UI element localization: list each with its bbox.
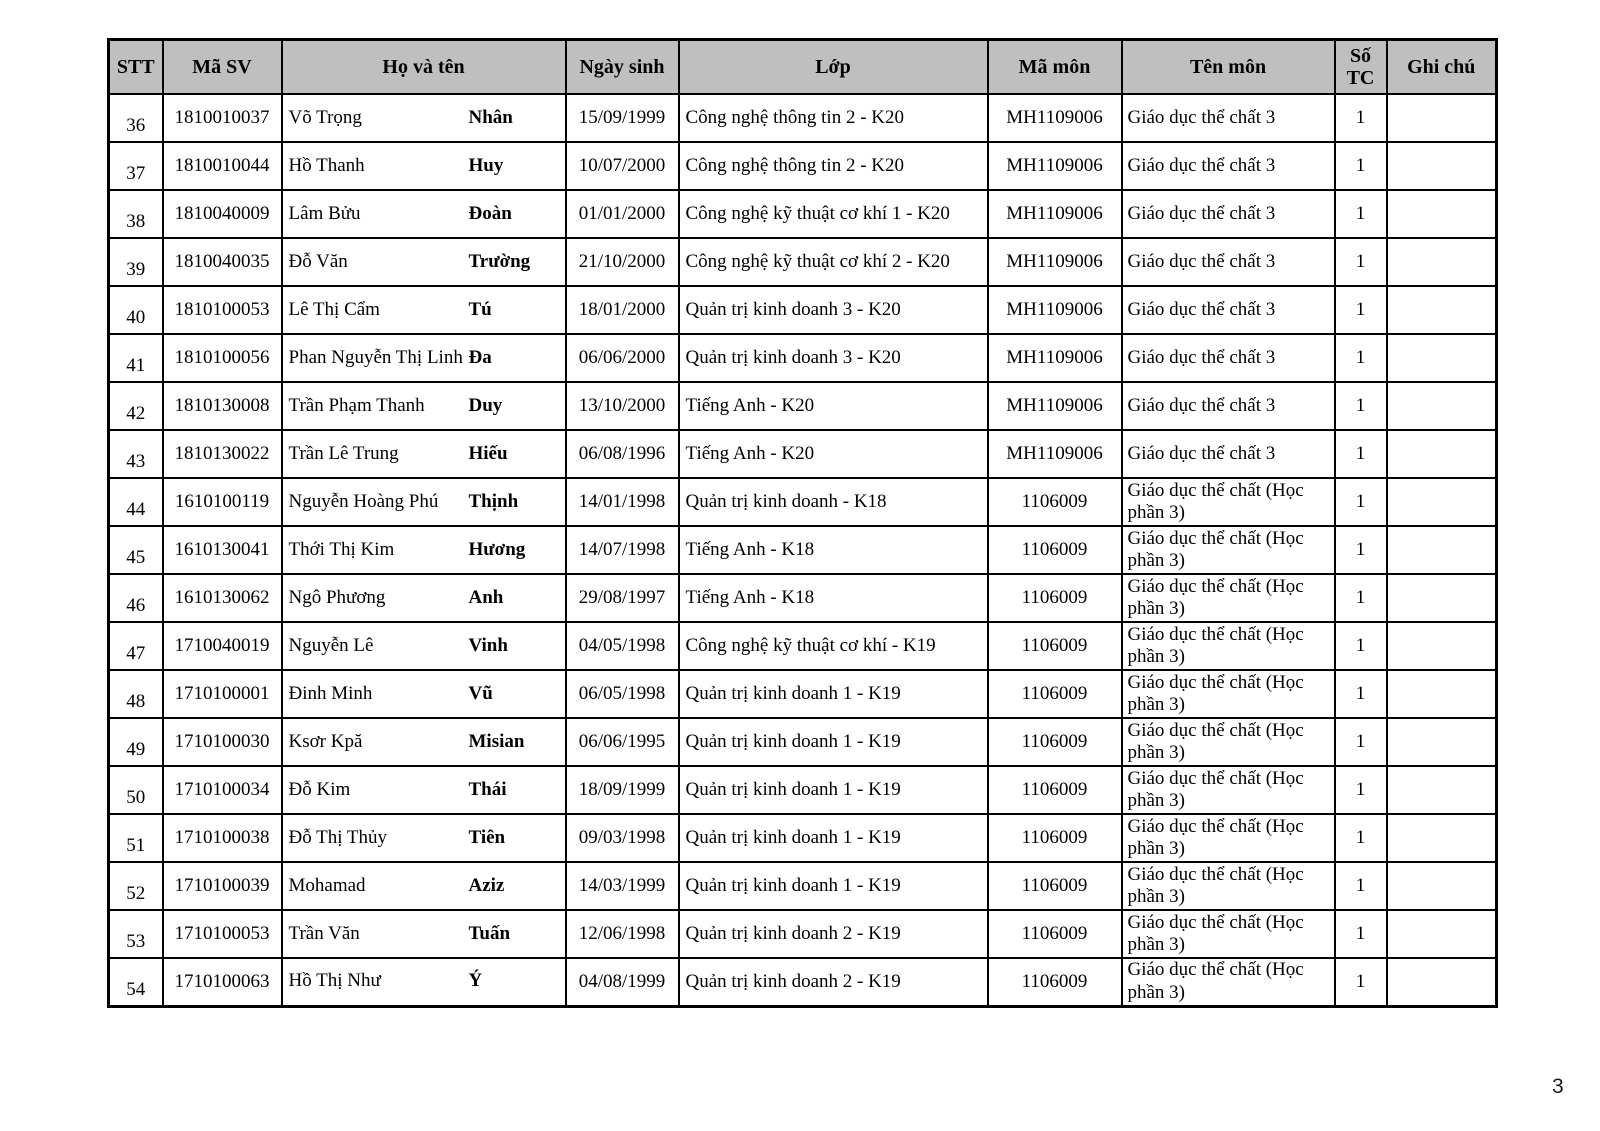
ma-mon-cell: 1106009 — [988, 814, 1122, 862]
ten-text: Hiếu — [468, 442, 508, 464]
ten-mon-cell: Giáo dục thể chất (Học phần 3) — [1122, 958, 1335, 1006]
stt-cell: 48 — [109, 670, 163, 718]
ho-va-ten-cell — [282, 958, 566, 1006]
name-wrap — [289, 924, 563, 945]
ghi-chu-cell — [1387, 814, 1497, 862]
stt-cell: 45 — [109, 526, 163, 574]
ma-mon-cell: MH1109006 — [988, 94, 1122, 142]
name-wrap — [289, 636, 563, 657]
stt-cell: 42 — [109, 382, 163, 430]
ngay-sinh-cell: 21/10/2000 — [566, 238, 679, 286]
student-table — [107, 38, 1498, 1008]
ten-text: Misian — [468, 730, 525, 752]
ngay-sinh-cell: 06/06/1995 — [566, 718, 679, 766]
student-table-body — [109, 94, 1497, 1006]
name-wrap — [289, 971, 563, 992]
ho-va-ten-cell — [282, 334, 566, 382]
ma-sv-cell: 1810100053 — [163, 286, 282, 334]
ten-mon-cell: Giáo dục thể chất (Học phần 3) — [1122, 910, 1335, 958]
stt-cell: 36 — [109, 94, 163, 142]
so-tc-cell: 1 — [1335, 190, 1387, 238]
ho-dem-text: Đỗ Kim — [288, 778, 351, 800]
table-row — [109, 910, 1497, 958]
header-so-tc: Số TC — [1335, 40, 1387, 95]
ngay-sinh-cell: 04/08/1999 — [566, 958, 679, 1006]
ten-text: Vũ — [468, 682, 493, 704]
so-tc-cell: 1 — [1335, 814, 1387, 862]
so-tc-cell: 1 — [1335, 766, 1387, 814]
so-tc-cell: 1 — [1335, 910, 1387, 958]
ho-va-ten-cell — [282, 910, 566, 958]
ho-dem-text: Hồ Thị Như — [288, 970, 381, 992]
so-tc-cell: 1 — [1335, 334, 1387, 382]
ma-mon-cell: 1106009 — [988, 670, 1122, 718]
ten-mon-cell: Giáo dục thể chất (Học phần 3) — [1122, 526, 1335, 574]
stt-cell: 46 — [109, 574, 163, 622]
ghi-chu-cell — [1387, 958, 1497, 1006]
lop-cell: Quản trị kinh doanh 1 - K19 — [679, 814, 988, 862]
ten-text: Ý — [468, 970, 483, 992]
so-tc-cell: 1 — [1335, 142, 1387, 190]
ten-mon-cell: Giáo dục thể chất 3 — [1122, 142, 1335, 190]
name-wrap — [289, 588, 563, 609]
table-row — [109, 814, 1497, 862]
stt-cell: 50 — [109, 766, 163, 814]
ngay-sinh-cell: 10/07/2000 — [566, 142, 679, 190]
table-row — [109, 766, 1497, 814]
ma-sv-cell: 1810010044 — [163, 142, 282, 190]
stt-cell: 39 — [109, 238, 163, 286]
ma-mon-cell: 1106009 — [988, 958, 1122, 1006]
so-tc-cell: 1 — [1335, 286, 1387, 334]
ho-dem-text: Đỗ Văn — [288, 250, 348, 272]
ho-dem-text: Võ Trọng — [288, 106, 362, 128]
ma-mon-cell: 1106009 — [988, 862, 1122, 910]
ho-va-ten-cell — [282, 670, 566, 718]
ho-va-ten-cell — [282, 862, 566, 910]
ma-sv-cell: 1710100063 — [163, 958, 282, 1006]
ten-text: Huy — [468, 154, 504, 176]
name-wrap — [289, 396, 563, 417]
ho-va-ten-cell — [282, 622, 566, 670]
ten-text: Aziz — [468, 874, 505, 896]
ten-mon-cell: Giáo dục thể chất (Học phần 3) — [1122, 622, 1335, 670]
ngay-sinh-cell: 06/06/2000 — [566, 334, 679, 382]
ngay-sinh-cell: 06/05/1998 — [566, 670, 679, 718]
ten-mon-cell: Giáo dục thể chất (Học phần 3) — [1122, 670, 1335, 718]
lop-cell: Quản trị kinh doanh 1 - K19 — [679, 670, 988, 718]
header-ma-mon: Mã môn — [988, 40, 1122, 95]
name-wrap — [289, 348, 563, 369]
ho-va-ten-cell — [282, 286, 566, 334]
so-tc-cell: 1 — [1335, 430, 1387, 478]
so-tc-cell: 1 — [1335, 622, 1387, 670]
header-ghi-chu: Ghi chú — [1387, 40, 1497, 95]
ma-sv-cell: 1710040019 — [163, 622, 282, 670]
table-row — [109, 718, 1497, 766]
lop-cell: Công nghệ kỹ thuật cơ khí 2 - K20 — [679, 238, 988, 286]
so-tc-cell: 1 — [1335, 574, 1387, 622]
ma-sv-cell: 1710100039 — [163, 862, 282, 910]
table-row — [109, 862, 1497, 910]
ten-mon-cell: Giáo dục thể chất 3 — [1122, 190, 1335, 238]
name-wrap — [289, 108, 563, 129]
table-row — [109, 430, 1497, 478]
ghi-chu-cell — [1387, 238, 1497, 286]
header-stt: STT — [109, 40, 163, 95]
ngay-sinh-cell: 14/01/1998 — [566, 478, 679, 526]
ma-sv-cell: 1810100056 — [163, 334, 282, 382]
lop-cell: Tiếng Anh - K18 — [679, 526, 988, 574]
ho-va-ten-cell — [282, 574, 566, 622]
so-tc-cell: 1 — [1335, 94, 1387, 142]
stt-cell: 52 — [109, 862, 163, 910]
header-lop: Lớp — [679, 40, 988, 95]
name-wrap — [289, 444, 563, 465]
ngay-sinh-cell: 18/09/1999 — [566, 766, 679, 814]
lop-cell: Quản trị kinh doanh 1 - K19 — [679, 862, 988, 910]
ghi-chu-cell — [1387, 94, 1497, 142]
ten-mon-cell: Giáo dục thể chất (Học phần 3) — [1122, 478, 1335, 526]
ten-text: Hương — [468, 538, 526, 560]
so-tc-cell: 1 — [1335, 526, 1387, 574]
stt-cell: 41 — [109, 334, 163, 382]
table-row — [109, 142, 1497, 190]
ghi-chu-cell — [1387, 718, 1497, 766]
so-tc-cell: 1 — [1335, 670, 1387, 718]
so-tc-cell: 1 — [1335, 958, 1387, 1006]
ma-sv-cell: 1710100034 — [163, 766, 282, 814]
ma-mon-cell: 1106009 — [988, 766, 1122, 814]
ten-mon-cell: Giáo dục thể chất (Học phần 3) — [1122, 574, 1335, 622]
ho-dem-text: Ksơr Kpă — [288, 730, 363, 752]
name-wrap — [289, 732, 563, 753]
name-wrap — [289, 204, 563, 225]
ten-mon-cell: Giáo dục thể chất 3 — [1122, 334, 1335, 382]
table-row — [109, 238, 1497, 286]
ho-va-ten-cell — [282, 430, 566, 478]
ma-sv-cell: 1710100001 — [163, 670, 282, 718]
ma-sv-cell: 1710100038 — [163, 814, 282, 862]
ghi-chu-cell — [1387, 190, 1497, 238]
stt-cell: 51 — [109, 814, 163, 862]
ho-dem-text: Hồ Thanh — [288, 154, 365, 176]
so-tc-cell: 1 — [1335, 238, 1387, 286]
ho-dem-text: Trần Văn — [288, 922, 360, 944]
ma-mon-cell: 1106009 — [988, 910, 1122, 958]
ma-mon-cell: MH1109006 — [988, 238, 1122, 286]
ghi-chu-cell — [1387, 910, 1497, 958]
ma-sv-cell: 1610100119 — [163, 478, 282, 526]
ma-mon-cell: MH1109006 — [988, 430, 1122, 478]
table-row — [109, 190, 1497, 238]
ho-dem-text: Trần Phạm Thanh — [288, 394, 425, 416]
so-tc-cell: 1 — [1335, 718, 1387, 766]
lop-cell: Tiếng Anh - K20 — [679, 382, 988, 430]
ho-va-ten-cell — [282, 94, 566, 142]
ghi-chu-cell — [1387, 862, 1497, 910]
page-number: 3 — [1552, 1075, 1564, 1098]
ho-dem-text: Lâm Bửu — [288, 202, 361, 224]
ma-mon-cell: 1106009 — [988, 574, 1122, 622]
ngay-sinh-cell: 12/06/1998 — [566, 910, 679, 958]
table-header-row — [109, 40, 1497, 95]
lop-cell: Quản trị kinh doanh 2 - K19 — [679, 910, 988, 958]
ngay-sinh-cell: 29/08/1997 — [566, 574, 679, 622]
ma-sv-cell: 1810040035 — [163, 238, 282, 286]
ho-va-ten-cell — [282, 382, 566, 430]
ma-sv-cell: 1610130062 — [163, 574, 282, 622]
ten-text: Tuấn — [468, 922, 511, 944]
name-wrap — [289, 252, 563, 273]
stt-cell: 43 — [109, 430, 163, 478]
ngay-sinh-cell: 13/10/2000 — [566, 382, 679, 430]
ma-sv-cell: 1610130041 — [163, 526, 282, 574]
stt-cell: 44 — [109, 478, 163, 526]
stt-cell: 49 — [109, 718, 163, 766]
ho-dem-text: Thới Thị Kim — [288, 538, 395, 560]
name-wrap — [289, 780, 563, 801]
ngay-sinh-cell: 06/08/1996 — [566, 430, 679, 478]
table-row — [109, 382, 1497, 430]
name-wrap — [289, 540, 563, 561]
ten-mon-cell: Giáo dục thể chất (Học phần 3) — [1122, 814, 1335, 862]
table-row — [109, 526, 1497, 574]
ten-mon-cell: Giáo dục thể chất (Học phần 3) — [1122, 766, 1335, 814]
ghi-chu-cell — [1387, 286, 1497, 334]
ma-mon-cell: MH1109006 — [988, 142, 1122, 190]
ma-sv-cell: 1810130022 — [163, 430, 282, 478]
lop-cell: Công nghệ kỹ thuật cơ khí 1 - K20 — [679, 190, 988, 238]
ten-mon-cell: Giáo dục thể chất (Học phần 3) — [1122, 718, 1335, 766]
ghi-chu-cell — [1387, 526, 1497, 574]
ho-va-ten-cell — [282, 814, 566, 862]
ghi-chu-cell — [1387, 670, 1497, 718]
stt-cell: 53 — [109, 910, 163, 958]
ngay-sinh-cell: 18/01/2000 — [566, 286, 679, 334]
ten-mon-cell: Giáo dục thể chất (Học phần 3) — [1122, 862, 1335, 910]
ten-text: Vinh — [468, 634, 508, 656]
lop-cell: Quản trị kinh doanh 1 - K19 — [679, 718, 988, 766]
so-tc-cell: 1 — [1335, 862, 1387, 910]
ho-va-ten-cell — [282, 718, 566, 766]
ho-dem-text: Phan Nguyễn Thị Linh — [288, 346, 463, 368]
ho-dem-text: Nguyễn Lê — [288, 634, 374, 656]
ten-text: Anh — [468, 586, 504, 608]
ten-text: Nhân — [468, 106, 513, 128]
ten-text: Đa — [468, 346, 492, 368]
header-ho-va-ten: Họ và tên — [282, 40, 566, 95]
ma-mon-cell: MH1109006 — [988, 190, 1122, 238]
ho-va-ten-cell — [282, 766, 566, 814]
ma-sv-cell: 1810040009 — [163, 190, 282, 238]
table-row — [109, 622, 1497, 670]
ngay-sinh-cell: 14/03/1999 — [566, 862, 679, 910]
ma-mon-cell: MH1109006 — [988, 382, 1122, 430]
ho-dem-text: Nguyễn Hoàng Phú — [288, 490, 439, 512]
ho-va-ten-cell — [282, 190, 566, 238]
name-wrap — [289, 828, 563, 849]
header-ten-mon: Tên môn — [1122, 40, 1335, 95]
ghi-chu-cell — [1387, 430, 1497, 478]
lop-cell: Quản trị kinh doanh 3 - K20 — [679, 286, 988, 334]
stt-cell: 38 — [109, 190, 163, 238]
ten-text: Đoàn — [468, 202, 512, 224]
header-ngay-sinh: Ngày sinh — [566, 40, 679, 95]
lop-cell: Công nghệ thông tin 2 - K20 — [679, 142, 988, 190]
table-row — [109, 334, 1497, 382]
ten-text: Thái — [468, 778, 507, 800]
table-row — [109, 94, 1497, 142]
ho-va-ten-cell — [282, 238, 566, 286]
ten-mon-cell: Giáo dục thể chất 3 — [1122, 286, 1335, 334]
lop-cell: Quản trị kinh doanh - K18 — [679, 478, 988, 526]
ho-dem-text: Đinh Minh — [288, 682, 373, 704]
stt-cell: 54 — [109, 958, 163, 1006]
lop-cell: Quản trị kinh doanh 1 - K19 — [679, 766, 988, 814]
stt-cell: 47 — [109, 622, 163, 670]
ghi-chu-cell — [1387, 382, 1497, 430]
table-row — [109, 574, 1497, 622]
ma-mon-cell: 1106009 — [988, 526, 1122, 574]
ten-text: Trường — [468, 250, 531, 272]
ngay-sinh-cell: 09/03/1998 — [566, 814, 679, 862]
table-row — [109, 670, 1497, 718]
ho-va-ten-cell — [282, 142, 566, 190]
ngay-sinh-cell: 04/05/1998 — [566, 622, 679, 670]
ten-mon-cell: Giáo dục thể chất 3 — [1122, 94, 1335, 142]
lop-cell: Tiếng Anh - K20 — [679, 430, 988, 478]
lop-cell: Quản trị kinh doanh 2 - K19 — [679, 958, 988, 1006]
ma-sv-cell: 1710100053 — [163, 910, 282, 958]
name-wrap — [289, 156, 563, 177]
name-wrap — [289, 876, 563, 897]
lop-cell: Tiếng Anh - K18 — [679, 574, 988, 622]
so-tc-cell: 1 — [1335, 478, 1387, 526]
table-row — [109, 958, 1497, 1006]
ma-mon-cell: 1106009 — [988, 622, 1122, 670]
ten-mon-cell: Giáo dục thể chất 3 — [1122, 238, 1335, 286]
table-row — [109, 478, 1497, 526]
ho-dem-text: Trần Lê Trung — [288, 442, 399, 464]
ghi-chu-cell — [1387, 574, 1497, 622]
table-row — [109, 286, 1497, 334]
ghi-chu-cell — [1387, 622, 1497, 670]
ghi-chu-cell — [1387, 478, 1497, 526]
ho-dem-text: Ngô Phương — [288, 586, 386, 608]
ma-mon-cell: MH1109006 — [988, 334, 1122, 382]
ngay-sinh-cell: 15/09/1999 — [566, 94, 679, 142]
ten-text: Tú — [468, 298, 492, 320]
stt-cell: 40 — [109, 286, 163, 334]
stt-cell: 37 — [109, 142, 163, 190]
ghi-chu-cell — [1387, 142, 1497, 190]
name-wrap — [289, 300, 563, 321]
ho-dem-text: Lê Thị Cẩm — [288, 298, 380, 320]
ten-text: Thịnh — [468, 490, 519, 512]
ngay-sinh-cell: 01/01/2000 — [566, 190, 679, 238]
lop-cell: Quản trị kinh doanh 3 - K20 — [679, 334, 988, 382]
ma-mon-cell: 1106009 — [988, 478, 1122, 526]
ngay-sinh-cell: 14/07/1998 — [566, 526, 679, 574]
ho-dem-text: Đỗ Thị Thủy — [288, 826, 388, 848]
ma-sv-cell: 1810130008 — [163, 382, 282, 430]
lop-cell: Công nghệ kỹ thuật cơ khí - K19 — [679, 622, 988, 670]
ten-text: Tiên — [468, 826, 506, 848]
ma-mon-cell: 1106009 — [988, 718, 1122, 766]
ghi-chu-cell — [1387, 766, 1497, 814]
ma-sv-cell: 1810010037 — [163, 94, 282, 142]
ten-mon-cell: Giáo dục thể chất 3 — [1122, 382, 1335, 430]
ho-dem-text: Mohamad — [288, 874, 366, 896]
ho-va-ten-cell — [282, 526, 566, 574]
ma-sv-cell: 1710100030 — [163, 718, 282, 766]
name-wrap — [289, 684, 563, 705]
ghi-chu-cell — [1387, 334, 1497, 382]
ho-va-ten-cell — [282, 478, 566, 526]
header-ma-sv: Mã SV — [163, 40, 282, 95]
so-tc-cell: 1 — [1335, 382, 1387, 430]
ten-mon-cell: Giáo dục thể chất 3 — [1122, 430, 1335, 478]
name-wrap — [289, 492, 563, 513]
lop-cell: Công nghệ thông tin 2 - K20 — [679, 94, 988, 142]
ma-mon-cell: MH1109006 — [988, 286, 1122, 334]
ten-text: Duy — [468, 394, 503, 416]
